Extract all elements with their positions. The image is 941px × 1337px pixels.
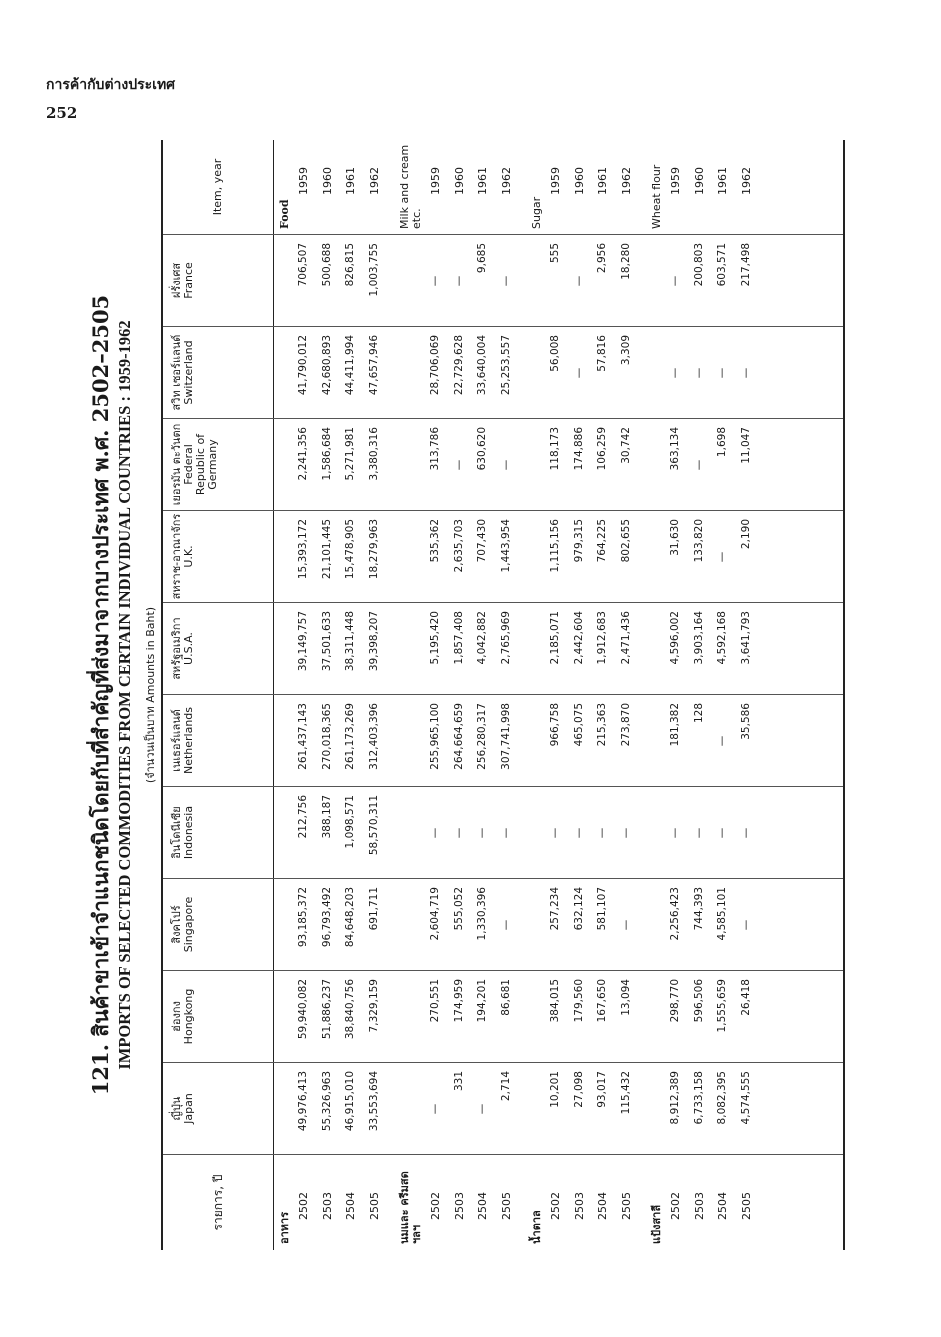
table-cell: 5,271,981 (344, 427, 356, 481)
table-cell: 11,047 (739, 427, 752, 464)
row-year-th: 2503 (692, 1192, 706, 1220)
table-cell: 307,741,998 (499, 703, 512, 770)
table-cell: 44,411,994 (344, 335, 356, 396)
table-cell: 96,793,492 (320, 887, 333, 948)
table-header-row (163, 140, 274, 1250)
column-header-en: Netherlands (182, 706, 195, 775)
table-title-thai: สินค้าขาเข้าจำแนกชนิดโดยกับที่สำคัญที่ส่งมาจากบางประเทศ พ.ศ. 2502–2505 (88, 294, 113, 1037)
table-cell: 2,604,719 (429, 887, 441, 941)
group-label-th: แป้งสาลี (650, 1204, 663, 1244)
table-cell: 802,655 (619, 519, 632, 563)
table-cell: 4,585,101 (716, 887, 728, 941)
column-header-en: Federal Republic of Germany (182, 433, 219, 496)
table-cell: 46,915,010 (344, 1071, 356, 1132)
table-cell: 1,443,954 (499, 519, 512, 573)
table-cell: 26,418 (739, 979, 752, 1016)
table-cell: 18,280 (619, 243, 632, 280)
column-rule (273, 234, 843, 235)
table-cell: 363,134 (669, 427, 681, 471)
row-year-th: 2502 (297, 1192, 310, 1220)
table-cell: 2,765,969 (499, 611, 512, 665)
row-year-th: 2504 (716, 1192, 729, 1220)
table-cell: 7,329,159 (367, 979, 380, 1033)
group-label-en: Milk and cream etc. (398, 144, 423, 229)
column-header-th: สหรัฐอเมริกา (170, 617, 183, 680)
table-cell: 388,187 (320, 795, 333, 839)
table-cell: 47,657,946 (367, 335, 380, 396)
group-label-th: น้ำตาล (530, 1210, 543, 1244)
table-cell: 194,201 (476, 979, 488, 1023)
table-cell: 57,816 (596, 335, 608, 372)
table-cell: — (499, 459, 512, 471)
table-cell: 255,965,100 (429, 703, 441, 770)
column-header-en: Hongkong (182, 988, 195, 1045)
table-cell: 58,570,311 (367, 795, 380, 856)
column-header-en: France (182, 262, 195, 299)
table-cell: 1,115,156 (549, 519, 561, 573)
table-cell: 49,976,413 (297, 1071, 309, 1132)
table-cell: 465,075 (572, 703, 585, 747)
table-cell: 2,635,703 (452, 519, 465, 573)
table-cell: — (476, 1103, 488, 1115)
row-year-th: 2505 (499, 1192, 513, 1220)
table-cell: 691,711 (367, 887, 380, 931)
table-cell: 555 (549, 243, 561, 264)
column-header-th: เยอรมัน ตะวันตก (170, 423, 183, 506)
table-cell: 37,501,633 (320, 611, 333, 672)
table-cell: — (716, 551, 728, 563)
table-cell: 15,478,905 (344, 519, 356, 580)
table-cell: 215,363 (596, 703, 608, 747)
row-year-en: 1960 (452, 167, 466, 195)
table-cell: 2,442,604 (572, 611, 585, 665)
column-header (163, 419, 273, 511)
table-cell: 15,393,172 (297, 519, 309, 580)
table-cell: 133,820 (692, 519, 705, 563)
table-cell: 31,630 (669, 519, 681, 556)
table-cell: — (549, 827, 561, 839)
table-cell: 313,786 (429, 427, 441, 471)
table-cell: 4,596,002 (669, 611, 681, 665)
table-cell: 41,790,012 (297, 335, 309, 396)
table-cell: 6,733,158 (692, 1071, 705, 1125)
table-title-th (85, 140, 118, 1250)
column-header (163, 879, 273, 971)
table-cell: — (429, 275, 441, 287)
column-header-th: ฝรั่งเศส (170, 262, 183, 299)
row-year-en: 1959 (549, 167, 562, 195)
table-cell: 10,201 (549, 1071, 561, 1108)
group-label-th: อาหาร (278, 1211, 291, 1244)
table-cell: 2,956 (596, 243, 608, 274)
row-year-en: 1961 (476, 167, 489, 195)
table-cell: 179,560 (572, 979, 585, 1023)
table-cell: — (572, 367, 585, 379)
table-cell: 217,498 (739, 243, 752, 287)
table-cell: 86,681 (499, 979, 512, 1016)
row-year-th: 2505 (739, 1192, 753, 1220)
table-cell: — (669, 827, 681, 839)
table-cell: 581,107 (596, 887, 608, 931)
row-year-th: 2502 (549, 1192, 562, 1220)
column-header (163, 511, 273, 603)
table-cell: — (499, 827, 512, 839)
table-cell: 298,770 (669, 979, 681, 1023)
table-cell: 744,393 (692, 887, 705, 931)
table-cell: 39,398,207 (367, 611, 380, 672)
table-cell: 603,571 (716, 243, 728, 287)
table-cell: 630,620 (476, 427, 488, 471)
running-head: การค้ากับต่างประเทศ (46, 77, 176, 93)
table-cell: — (452, 459, 465, 471)
table-cell: — (429, 827, 441, 839)
table-cell: 3,903,164 (692, 611, 705, 665)
table-cell: 42,680,893 (320, 335, 333, 396)
row-year-th: 2503 (452, 1192, 466, 1220)
table-cell: 212,756 (297, 795, 309, 839)
column-header-en: Switzerland (182, 340, 195, 405)
table-cell: 93,017 (596, 1071, 608, 1108)
column-header-en: U.K. (182, 545, 195, 568)
table-cell: 312,403,396 (367, 703, 380, 770)
table-cell: 9,685 (476, 243, 488, 274)
table-cell: 84,648,203 (344, 887, 356, 948)
table-cell: 1,003,755 (367, 243, 380, 297)
row-year-en: 1962 (367, 167, 381, 195)
table-cell: 8,912,389 (669, 1071, 681, 1125)
table-subtitle: (จำนวนเป็นบาท Amounts in Baht) (144, 606, 157, 784)
table-cell: 128 (692, 703, 705, 724)
column-header (163, 235, 273, 327)
row-year-th: 2505 (367, 1192, 381, 1220)
row-year-th: 2504 (344, 1192, 357, 1220)
column-header-th: อินโดนีเซีย (170, 806, 183, 859)
row-year-en: 1960 (692, 167, 706, 195)
table-cell: — (669, 275, 681, 287)
table-cell: 270,551 (429, 979, 441, 1023)
table-cell: 2,471,436 (619, 611, 632, 665)
column-header-th: สิงคโปร์ (170, 905, 183, 944)
table-cell: 966,758 (549, 703, 561, 747)
table-cell: 56,008 (549, 335, 561, 372)
table-cell: — (572, 827, 585, 839)
table-cell: 1,586,684 (320, 427, 333, 481)
row-year-en: 1959 (297, 167, 310, 195)
table-cell: — (619, 919, 632, 931)
column-header (163, 787, 273, 879)
row-year-th: 2502 (429, 1192, 442, 1220)
table-cell: 174,959 (452, 979, 465, 1023)
table-cell: 8,082,395 (716, 1071, 728, 1125)
group-label-en: Food (278, 199, 291, 229)
table-cell: 55,326,963 (320, 1071, 333, 1132)
table-cell: — (716, 735, 728, 747)
table-cell: 18,279,963 (367, 519, 380, 580)
column-header-th: สหราช-อาณาจักร (170, 513, 183, 600)
table-cell: 2,256,423 (669, 887, 681, 941)
table-cell: 1,555,659 (716, 979, 728, 1033)
table-cell: — (716, 827, 728, 839)
row-year-en: 1962 (619, 167, 633, 195)
table-cell: 118,173 (549, 427, 561, 471)
table-cell: — (499, 275, 512, 287)
column-header-en: U.S.A. (182, 632, 195, 665)
table-cell: 2,714 (499, 1071, 512, 1102)
table-cell: 4,574,555 (739, 1071, 752, 1125)
table-cell: — (452, 275, 465, 287)
table-cell: — (572, 275, 585, 287)
table-cell: 33,553,694 (367, 1071, 380, 1132)
header-item-en: Item, year (163, 140, 273, 235)
table-cell: 706,507 (297, 243, 309, 287)
table-cell: 35,586 (739, 703, 752, 740)
row-year-en: 1960 (572, 167, 586, 195)
table-cell: — (429, 1103, 441, 1115)
table-cell: — (619, 827, 632, 839)
row-year-en: 1960 (320, 167, 334, 195)
table-cell: 384,015 (549, 979, 561, 1023)
column-header-th: ญี่ปุ่น (170, 1096, 183, 1121)
table-cell: 261,173,269 (344, 703, 356, 770)
table-cell: 1,912,683 (596, 611, 608, 665)
table-number: 121. (88, 1044, 113, 1096)
table-cell: — (499, 919, 512, 931)
table-cell: 21,101,445 (320, 519, 333, 580)
column-header (163, 971, 273, 1063)
row-year-th: 2504 (476, 1192, 489, 1220)
table-cell: 2,185,071 (549, 611, 561, 665)
table-cell: 257,234 (549, 887, 561, 931)
table-cell: — (739, 367, 752, 379)
column-header (163, 1063, 273, 1155)
table-title-en: IMPORTS OF SELECTED COMMODITIES FROM CERTAIN INDIVIDUAL COUNTRIES : 1959-1962 (115, 320, 134, 1070)
row-year-th: 2503 (572, 1192, 586, 1220)
table-cell: 27,098 (572, 1071, 585, 1108)
table-cell: 181,382 (669, 703, 681, 747)
row-year-en: 1961 (344, 167, 357, 195)
row-year-th: 2504 (596, 1192, 609, 1220)
table-cell: 331 (452, 1071, 465, 1092)
table-cell: 535,362 (429, 519, 441, 563)
table-cell: — (692, 459, 705, 471)
table-cell: 270,018,365 (320, 703, 333, 770)
table-cell: — (452, 827, 465, 839)
table-body (273, 140, 843, 1250)
page-number: 252 (46, 104, 78, 122)
rotated-table-block (85, 140, 845, 1250)
table-cell: 2,190 (739, 519, 752, 550)
row-year-en: 1959 (669, 167, 682, 195)
table-cell: 1,330,396 (476, 887, 488, 941)
table-cell: 174,886 (572, 427, 585, 471)
table-cell: 13,094 (619, 979, 632, 1016)
table-cell: — (739, 919, 752, 931)
group-label-en: Sugar (530, 196, 543, 229)
table-cell: — (739, 827, 752, 839)
header-item-th: รายการ, ปี (211, 1174, 225, 1231)
table-cell: 22,729,628 (452, 335, 465, 396)
table-cell: 500,688 (320, 243, 333, 287)
table-cell: 33,640,004 (476, 335, 488, 396)
table-cell: 51,886,237 (320, 979, 333, 1040)
table-cell: — (476, 827, 488, 839)
table-cell: 38,311,448 (344, 611, 356, 672)
table-cell: 1,098,571 (344, 795, 356, 849)
table-cell: 115,432 (619, 1071, 632, 1115)
table-cell: 25,253,557 (499, 335, 512, 396)
column-header (163, 603, 273, 695)
column-header (163, 327, 273, 419)
row-year-en: 1961 (716, 167, 729, 195)
column-header (163, 695, 273, 787)
table-cell: 261,437,143 (297, 703, 309, 770)
table-cell: 4,592,168 (716, 611, 728, 665)
table-cell: 2,241,356 (297, 427, 309, 481)
row-year-th: 2505 (619, 1192, 633, 1220)
row-year-en: 1962 (739, 167, 753, 195)
group-label-th: นมและ ครีมสด ฯลฯ (398, 1171, 423, 1244)
table-cell: 596,506 (692, 979, 705, 1023)
table-cell: 4,042,882 (476, 611, 488, 665)
table-cell: — (596, 827, 608, 839)
table-cell: 39,149,757 (297, 611, 309, 672)
column-header-en: Indonesia (182, 805, 195, 860)
table-cell: 3,380,316 (367, 427, 380, 481)
column-header-th: เนเธอร์แลนด์ (170, 709, 183, 772)
column-header-en: Singapore (182, 896, 195, 953)
row-year-en: 1962 (499, 167, 513, 195)
table-cell: 59,940,082 (297, 979, 309, 1040)
table-cell: — (692, 827, 705, 839)
column-header-th: ฮ่องกง (170, 1001, 183, 1032)
table-cell: 264,664,659 (452, 703, 465, 770)
table-cell: 28,706,069 (429, 335, 441, 396)
group-label-en: Wheat flour (650, 164, 663, 229)
column-header-en: Japan (182, 1093, 195, 1124)
table-cell: — (716, 367, 728, 379)
table-cell: 632,124 (572, 887, 585, 931)
table-cell: 38,840,756 (344, 979, 356, 1040)
table-cell: 200,803 (692, 243, 705, 287)
table-cell: 555,052 (452, 887, 465, 931)
table-cell: 167,650 (596, 979, 608, 1023)
table-cell: 3,641,793 (739, 611, 752, 665)
table-cell: 1,698 (716, 427, 728, 458)
table-cell: 707,430 (476, 519, 488, 563)
table-cell: 106,259 (596, 427, 608, 471)
table-cell: 30,742 (619, 427, 632, 464)
table-cell: 273,870 (619, 703, 632, 747)
row-year-en: 1961 (596, 167, 609, 195)
table-cell: — (669, 367, 681, 379)
table-cell: 93,185,372 (297, 887, 309, 948)
row-year-th: 2502 (669, 1192, 682, 1220)
data-table (161, 140, 845, 1250)
row-year-th: 2503 (320, 1192, 334, 1220)
table-cell: 3,309 (619, 335, 632, 366)
column-header-th: สวิท เซอร์แลนด์ (170, 334, 183, 411)
row-year-en: 1959 (429, 167, 442, 195)
table-cell: 826,815 (344, 243, 356, 287)
table-cell: 979,315 (572, 519, 585, 563)
table-cell: 5,195,420 (429, 611, 441, 665)
table-cell: 764,225 (596, 519, 608, 563)
table-cell: 256,280,317 (476, 703, 488, 770)
table-cell: — (692, 367, 705, 379)
table-cell: 1,857,408 (452, 611, 465, 665)
